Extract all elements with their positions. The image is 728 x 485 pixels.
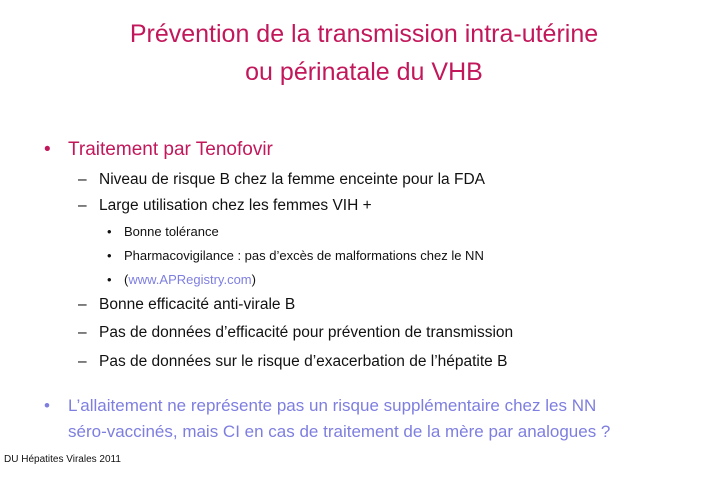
subitem-large-use: Large utilisation chez les femmes VIH + [99,197,372,214]
paren-open: ( [124,272,129,287]
bullet-breastfeeding-line-1: L’allaitement ne représente pas un risque supplémentaire chez les NN [68,396,597,415]
subsubitem-pharmacovigilance: Pharmacovigilance : pas d’excès de malformations chez le NN [124,248,484,263]
small-bullet-marker: • [107,272,112,287]
apregistry-link[interactable]: www.APRegistry.com [128,272,252,287]
footer-label: DU Hépatites Virales 2011 [4,454,121,465]
dash-marker: – [78,171,87,188]
subsubitem-tolerance: Bonne tolérance [124,224,219,239]
bullet-tenofovir: Traitement par Tenofovir [68,139,273,160]
slide-title-line-1: Prévention de la transmission intra-utérine [129,20,599,48]
dash-marker: – [78,353,87,370]
subitem-no-transmission-data: Pas de données d’efficacité pour prévention de transmission [99,324,514,341]
bullet-marker: • [44,139,51,160]
paren-close: ) [251,272,256,287]
slide-title-line-2: ou périnatale du VHB [245,58,483,86]
bullet-breastfeeding-line-2: séro-vaccinés, mais CI en cas de traitement de la mère par analogues ? [68,422,611,441]
small-bullet-marker: • [107,248,112,263]
dash-marker: – [78,197,87,214]
subitem-risk-b: Niveau de risque B chez la femme enceinte pour la FDA [99,171,485,188]
subsubitem-registry [124,272,256,287]
bullet-marker: • [44,396,50,415]
dash-marker: – [78,296,87,313]
subitem-efficacy: Bonne efficacité anti-virale B [99,296,296,313]
subitem-no-exacerbation-data: Pas de données sur le risque d’exacerbation de l’hépatite B [99,353,508,370]
small-bullet-marker: • [107,224,112,239]
dash-marker: – [78,324,87,341]
